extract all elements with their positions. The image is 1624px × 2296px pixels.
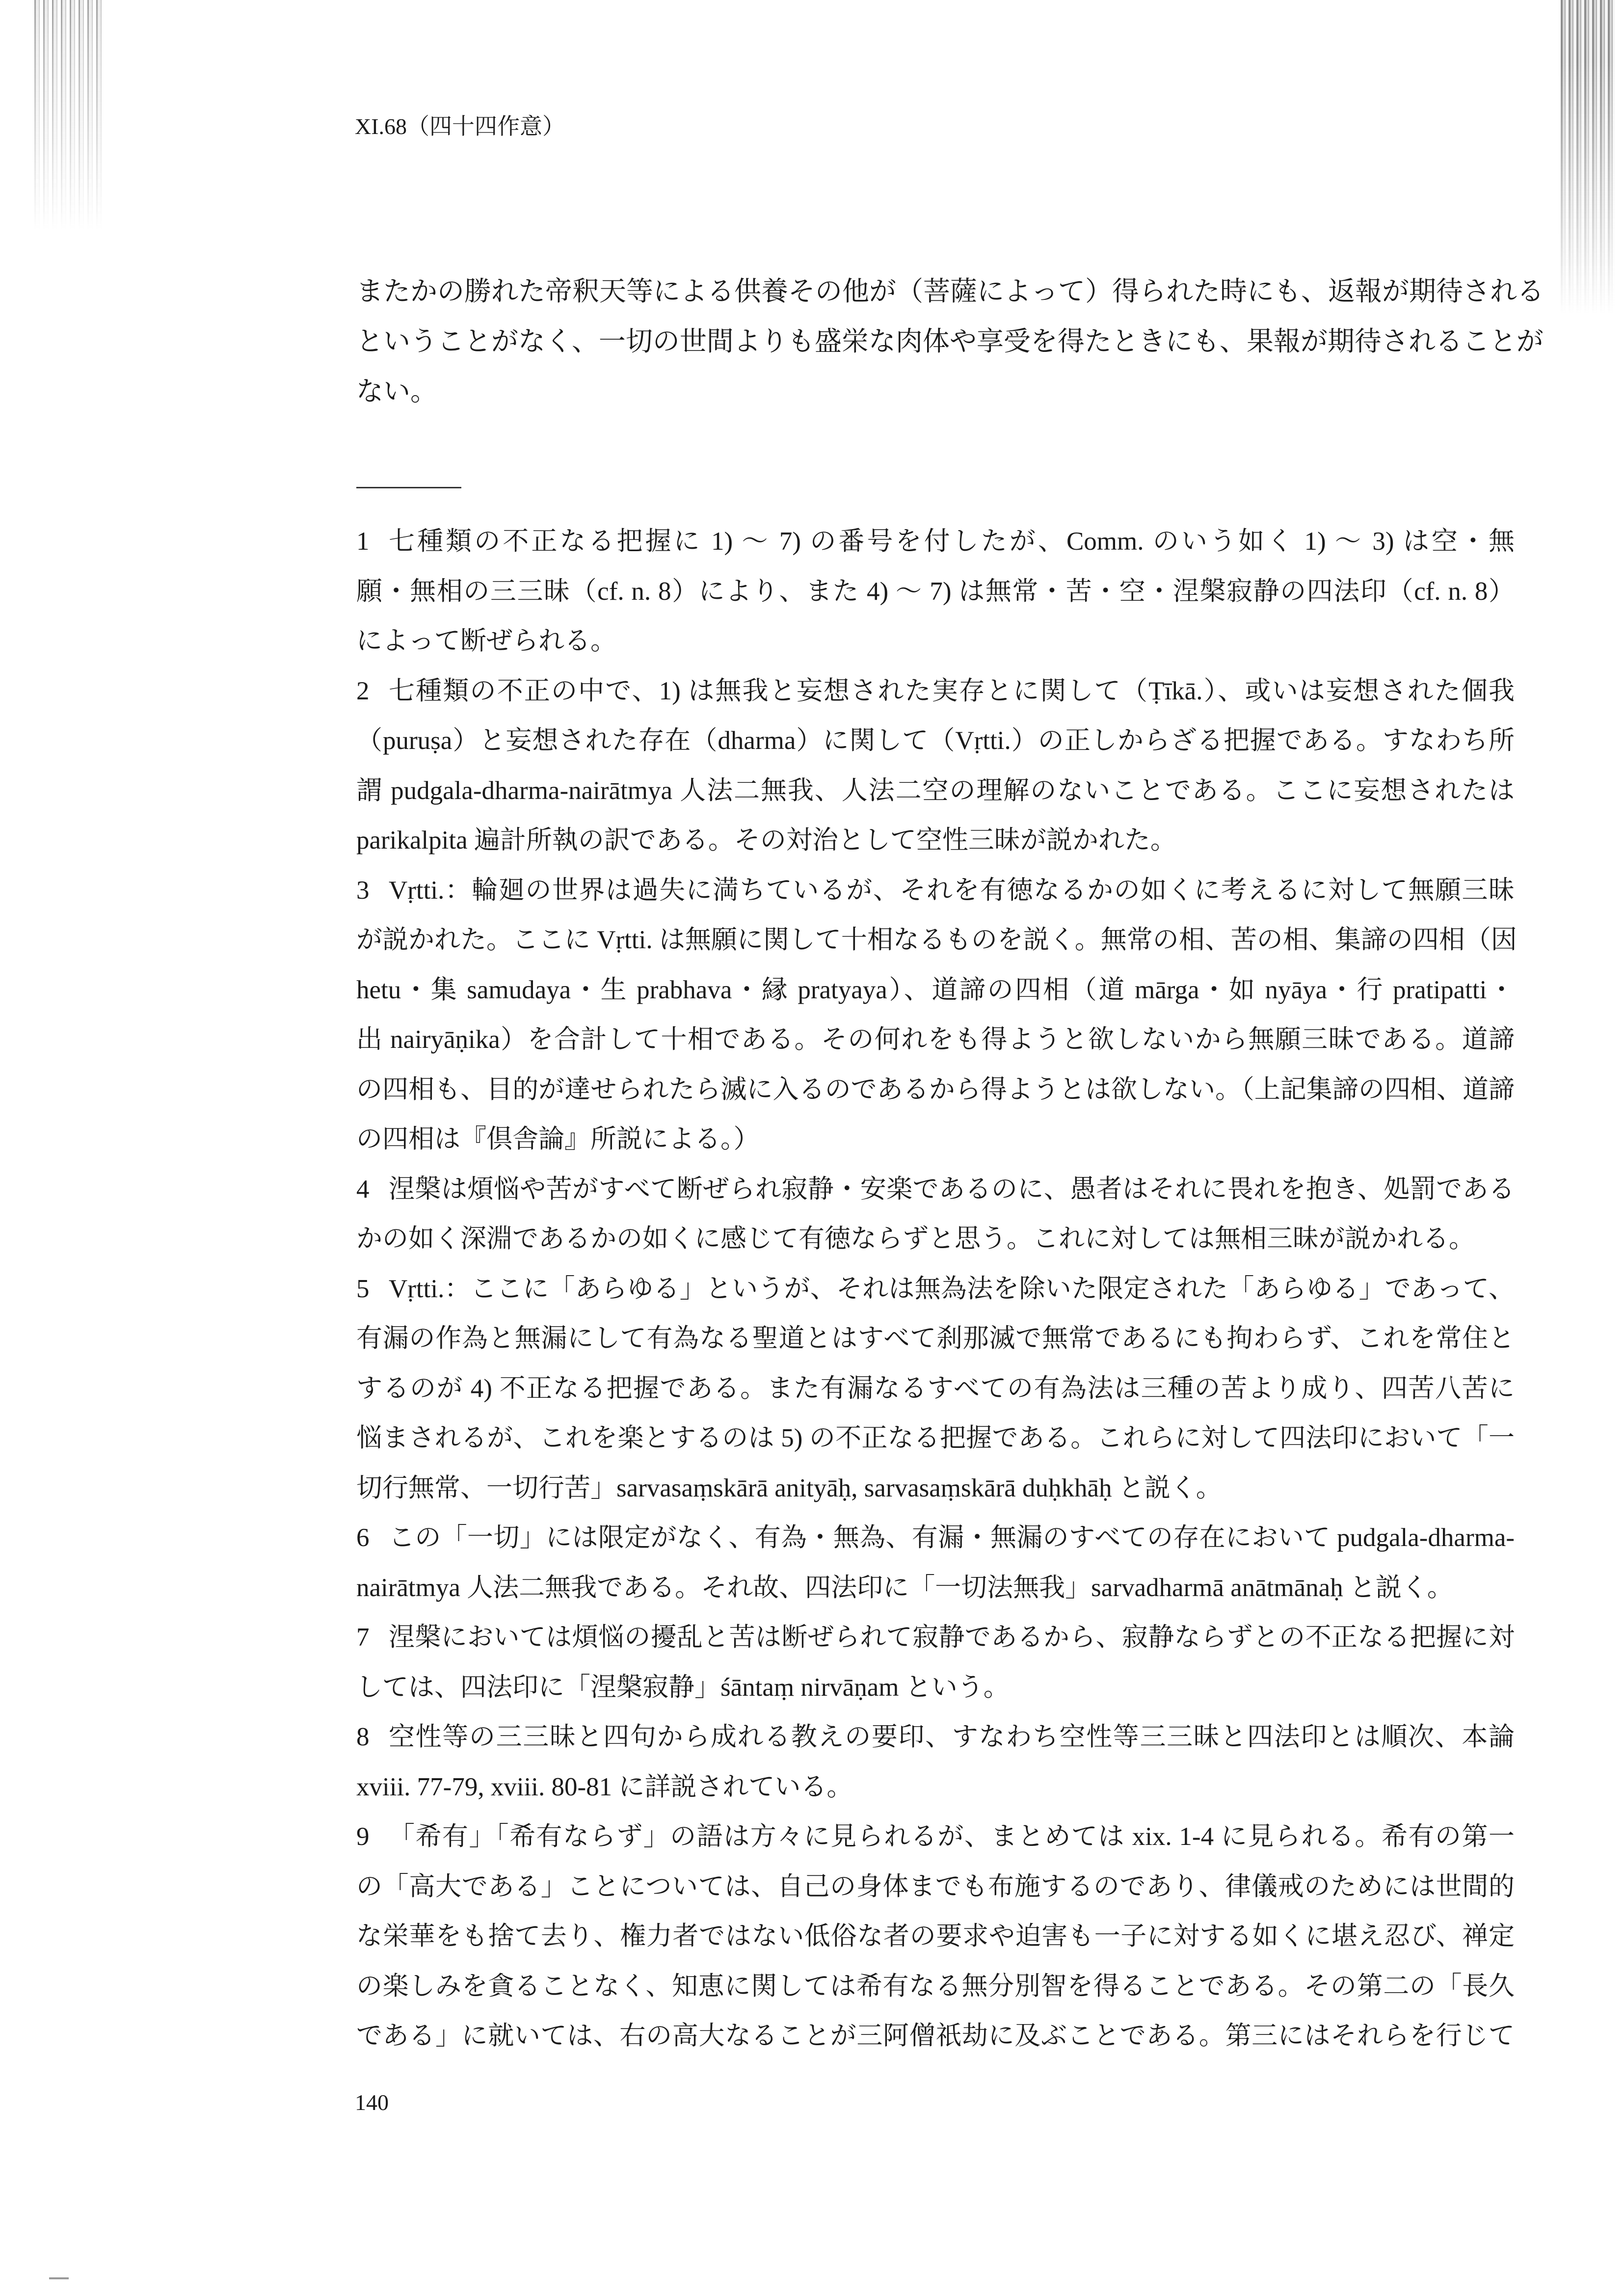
footnote-line: の四相は『倶舎論』所説による。） [356,1125,760,1153]
footnote-line [356,1613,1515,1663]
footnote-6 [356,1513,1515,1613]
footnote-line: xviii. 77-79, xviii. 80-81 に詳説されている。 [356,1772,853,1801]
footnote-text: 「希有」「希有ならず」の語は方々に見られるが、まとめては xix. 1-4 に見られる。希有の第一 [389,1822,1515,1851]
footnote-3 [356,866,1515,1165]
footnote-line: の「高大である」ことについては、自己の身体までも布施するのであり、律儀戒のためには世間的 [356,1872,1515,1901]
footnote-line: の楽しみを貪ることなく、知恵に関しては希有なる無分別智を得ることである。その第二の「長久 [356,1972,1515,2001]
paragraph-line: またかの勝れた帝釈天等による供養その他が（菩薩によって）得られた時にも、返報が期待される [356,276,1544,306]
footnote-text: 七種類の不正の中で、1) は無我と妄想された実存とに関して（Ṭīkā.）、或いは妄想された個我 [389,676,1515,705]
page-number: 140 [355,2090,389,2115]
scan-binding-artifact-left [34,0,103,231]
footnote-line: しては、四法印に「涅槃寂静」śāntaṃ nirvāṇam という。 [356,1673,1010,1702]
footnote-7 [356,1613,1515,1712]
footnote-text: 涅槃においては煩悩の擾乱と苦は断ぜられて寂静であるから、寂静ならずとの不正なる把握に対 [389,1623,1515,1652]
footnote-line: （puruṣa）と妄想された存在（dharma）に関して（Vṛtti.）の正しからざる把握である。すなわち所 [356,726,1515,755]
footnote-line: が説かれた。ここに Vṛtti. は無願に関して十相なるものを説く。無常の相、苦の相、集諦の四相（因 [356,926,1517,954]
running-head: XI.68（四十四作意） [355,114,565,139]
footnote-line: によって断ぜられる。 [356,627,616,655]
footnote-line: 切行無常、一切行苦」sarvasaṃskārā anityāḥ, sarvasaṃskārā duḥkhāḥ と説く。 [356,1473,1222,1502]
footnote-5 [356,1264,1515,1514]
footnote-line: である」に就いては、右の高大なることが三阿僧祇劫に及ぶことである。第三にはそれらを行じて [356,2022,1515,2050]
footnote-line: nairātmya 人法二無我である。それ故、四法印に「一切法無我」sarvadharmā anātmānaḥ と説く。 [356,1573,1453,1602]
paragraph-line: ない。 [356,376,438,406]
paragraph-line: ということがなく、一切の世間よりも盛栄な肉体や享受を得たときにも、果報が期待されることが [356,326,1544,356]
footnote-line: な栄華をも捨て去り、権力者ではない低俗な者の要求や迫害も一子に対する如くに堪え忍び、禅定 [356,1922,1515,1950]
footnote-number: 4 [356,1175,370,1203]
footnote-line: 謂 pudgala-dharma-nairātmya 人法二無我、人法二空の理解のないことである。ここに妄想されたは [356,776,1515,805]
footnote-line: hetu・集 samudaya・生 prabhava・縁 pratyaya）、道諦の四相（道 mārga・如 nyāya・行 pratipatti・ [356,975,1515,1004]
footnote-number: 8 [356,1723,370,1751]
footnote-number: 9 [356,1822,370,1851]
footnote-line [356,866,1515,916]
footnote-number: 7 [356,1623,370,1652]
footnote-text: 七種類の不正なる把握に 1) ～ 7) の番号を付したが、Comm. のいう如く 1) ～ 3) は空・無 [389,527,1515,556]
footnote-text: 涅槃は煩悩や苦がすべて断ぜられ寂静・安楽であるのに、愚者はそれに畏れを抱き、処罰である [389,1175,1515,1203]
footnote-line: かの如く深淵であるかの如くに感じて有徳ならずと思う。これに対しては無相三昧が説かれる。 [356,1225,1475,1253]
footnote-line: parikalpita 遍計所執の訳である。その対治として空性三昧が説かれた。 [356,826,1176,854]
footnotes [356,517,1515,2061]
scan-speck [49,2277,69,2279]
footnote-text: 空性等の三三昧と四句から成れる教えの要印、すなわち空性等三三昧と四法印とは順次、本論 [389,1723,1515,1751]
footnote-line [356,667,1515,717]
footnote-text: この「一切」には限定がなく、有為・無為、有漏・無漏のすべての存在において pudgala-dharma- [389,1523,1515,1552]
footnote-line [356,1165,1515,1215]
footnote-2 [356,667,1515,866]
footnote-text: Vṛtti.：ここに「あらゆる」というが、それは無為法を除いた限定された「あらゆる」であって、 [389,1274,1515,1303]
scan-binding-artifact-right [1561,0,1615,314]
footnote-line [356,1513,1515,1563]
footnote-line: 出 nairyāṇika）を合計して十相である。その何れをも得ようと欲しないから無願三昧である。道諦 [356,1025,1515,1054]
footnote-9 [356,1812,1515,2061]
footnote-number: 5 [356,1274,370,1303]
footnote-line: するのが 4) 不正なる把握である。また有漏なるすべての有為法は三種の苦より成り、四苦八苦に [356,1374,1515,1403]
footnote-number: 2 [356,676,370,705]
footnote-number: 6 [356,1523,370,1552]
footnote-number: 1 [356,527,370,556]
footnote-line: 願・無相の三三昧（cf. n. 8）により、また 4) ～ 7) は無常・苦・空・涅槃寂静の四法印（cf. n. 8） [356,577,1515,606]
footnote-line: 有漏の作為と無漏にして有為なる聖道とはすべて刹那滅で無常であるにも拘わらず、これを常住と [356,1324,1515,1353]
footnote-8 [356,1712,1515,1812]
footnote-text: Vṛtti.：輪廻の世界は過失に満ちているが、それを有徳なるかの如くに考えるに対して無願三昧 [389,876,1515,905]
footnote-4 [356,1165,1515,1264]
footnote-1 [356,517,1515,667]
footnote-line [356,1812,1515,1862]
footnote-rule [356,487,461,488]
footnote-line [356,517,1515,567]
main-paragraph [356,267,1544,417]
footnote-line: 悩まされるが、これを楽とするのは 5) の不正なる把握である。これらに対して四法印において「一 [356,1424,1515,1452]
footnote-number: 3 [356,876,370,905]
footnote-line [356,1264,1515,1314]
footnote-line [356,1712,1515,1762]
footnote-line: の四相も、目的が達せられたら滅に入るのであるから得ようとは欲しない。（上記集諦の四相、道諦 [356,1075,1515,1104]
